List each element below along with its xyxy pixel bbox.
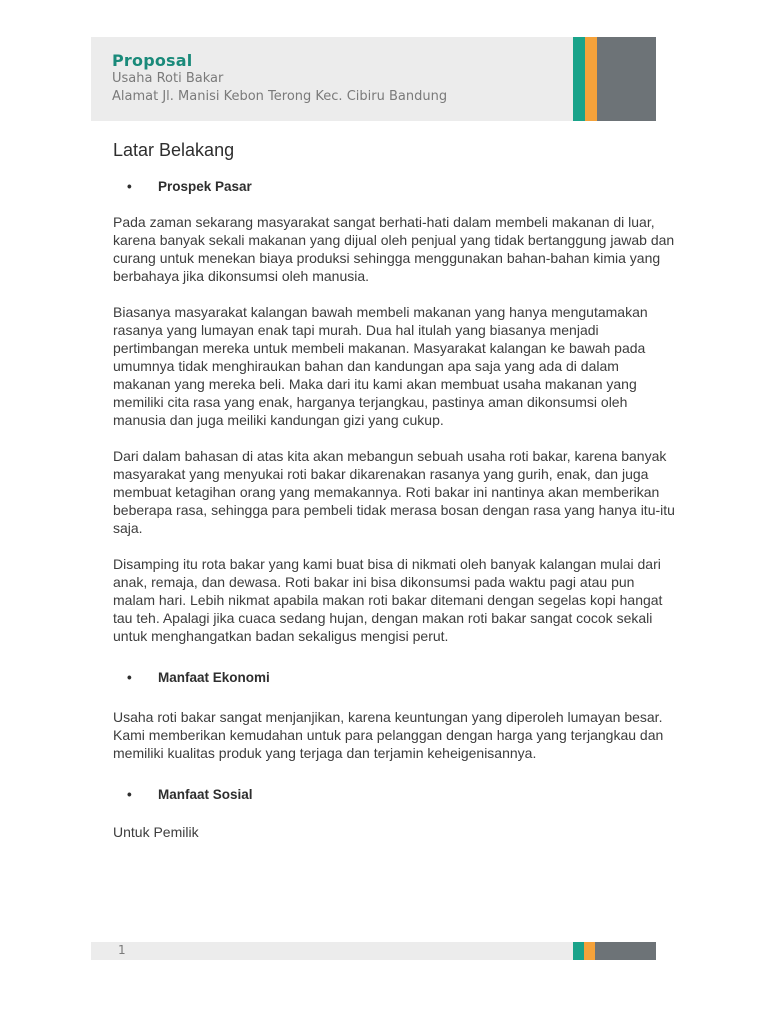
- page-footer: [91, 942, 656, 960]
- paragraph: Pada zaman sekarang masyarakat sangat berhati-hati dalam membeli makanan di luar, karena banyak sekali makanan yang dijual oleh penjual yang tidak bertanggung jawab dan curang untuk menekan biaya produksi sehingga menggunakan bahan-bahan kimia yang berbahaya jika dikonsumsi oleh manusia.: [113, 214, 675, 284]
- document-body: [113, 138, 678, 841]
- bullet-dot: •: [127, 179, 132, 194]
- document-address: Alamat Jl. Manisi Kebon Terong Kec. Cibiru Bandung: [112, 89, 448, 104]
- section-heading: Latar Belakang: [113, 140, 235, 160]
- bullet-manfaat-sosial: [113, 786, 678, 804]
- bullet-label: Manfaat Ekonomi: [158, 670, 270, 685]
- bullet-label: Manfaat Sosial: [158, 787, 253, 802]
- page-header: [91, 37, 656, 121]
- paragraph: Untuk Pemilik: [113, 824, 199, 840]
- gray-accent-bar: [597, 37, 656, 121]
- page-number: 1: [118, 943, 126, 957]
- gray-accent-bar: [595, 942, 656, 960]
- orange-accent-bar: [585, 37, 597, 121]
- teal-accent-bar: [573, 37, 585, 121]
- teal-accent-bar: [573, 942, 584, 960]
- paragraph: Biasanya masyarakat kalangan bawah membeli makanan yang hanya mengutamakan rasanya yang lumayan enak tapi murah. Dua hal itulah yang biasanya menjadi pertimbangan mereka untuk membeli makanan. Masyarakat kalangan ke bawah pada umumnya tidak menghiraukan bahan dan kandungan apa saja yang ada di dalam makanan yang mereka beli. Maka dari itu kami akan membuat usaha makanan yang memiliki cita rasa yang enak, harganya terjangkau, pastinya aman dikonsumsi oleh manusia dan juga meiliki kandungan gizi yang cukup.: [113, 304, 648, 428]
- bullet-dot: •: [127, 787, 132, 802]
- bullet-prospek-pasar: [113, 178, 678, 196]
- orange-accent-bar: [584, 942, 595, 960]
- paragraph: Dari dalam bahasan di atas kita akan mebangun sebuah usaha roti bakar, karena banyak masyarakat yang menyukai roti bakar dikarenakan rasanya yang gurih, enak, dan juga membuat ketagihan orang yang memakannya. Roti bakar ini nantinya akan memberikan beberapa rasa, sehingga para pembeli tidak merasa bosan dengan rasa yang hanya itu-itu saja.: [113, 448, 675, 536]
- bullet-dot: •: [127, 670, 132, 685]
- paragraph: Usaha roti bakar sangat menjanjikan, karena keuntungan yang diperoleh lumayan besar. Kami memberikan kemudahan untuk para pelanggan dengan harga yang terjangkau dan memiliki kualitas produk yang terjaga dan terjamin keheigenisannya.: [113, 709, 664, 761]
- bullet-manfaat-ekonomi: [113, 669, 678, 687]
- document-subtitle: Usaha Roti Bakar: [112, 71, 224, 86]
- document-title: Proposal: [112, 51, 193, 70]
- paragraph: Disamping itu rota bakar yang kami buat bisa di nikmati oleh banyak kalangan mulai dari anak, remaja, dan dewasa. Roti bakar ini bisa dikonsumsi pada waktu pagi atau pun malam hari. Lebih nikmat apabila makan roti bakar ditemani dengan segelas kopi hangat tau teh. Apalagi jika cuaca sedang hujan, dengan makan roti bakar sangat cocok sekali untuk menghangatkan badan sekaligus mengisi perut.: [113, 556, 663, 644]
- bullet-label: Prospek Pasar: [158, 179, 252, 194]
